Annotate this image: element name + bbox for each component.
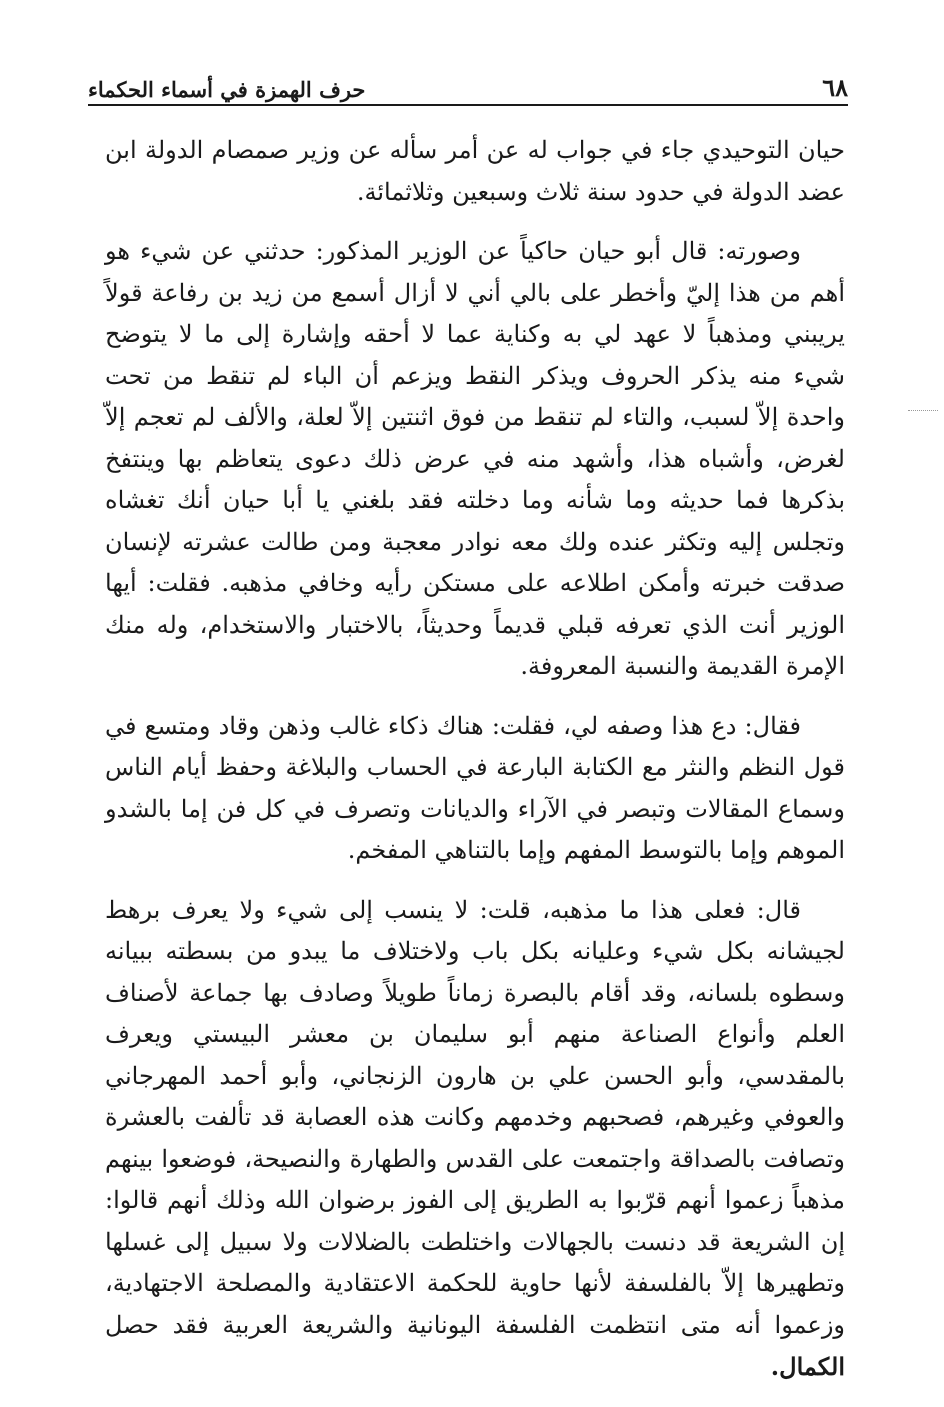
paragraph-3: فقال: دع هذا وصفه لي، فقلت: هناك ذكاء غالب وذهن وقاد ومتسع في قول النظم والنثر مع الكتابة البارعة في الحساب والبلاغة وحفظ أيام الناس وسماع المقالات وتبصر في الآراء والديانات وتصرف في كل فن إما بالشدو الموهم وإما بالتوسط المفهم وإما بالتناهي المفخم. <box>105 711 845 864</box>
running-header <box>88 62 848 106</box>
paragraph-1: حيان التوحيدي جاء في جواب له عن أمر سأله عن وزير صمصام الدولة ابن عضد الدولة في حدود سنة ثلاث وسبعين وثلاثمائة. <box>105 136 845 206</box>
paragraph-4 <box>105 890 845 1389</box>
paragraph-2: وصورته: قال أبو حيان حاكياً عن الوزير المذكور: حدثني عن شيء هو أهم من هذا إليّ وأخطر على بالي أني لا أزال أسمع من زيد بن رفاعة قولاً يريبني ومذهباً لا عهد لي به وكناية عما لا أحقه وإشارة إلى ما لا يتوضح شيء منه يذكر الحروف ويذكر النقط ويزعم أن الباء لم تنقط من تحت واحدة إلاّ لسبب، والتاء لم تنقط من فوق اثنتين إلاّ لعلة، والألف لم تعجم إلاّ لغرض، وأشباه هذا، وأشهد منه في عرض ذلك دعوى يتعاظم بها وينتفخ بذكرها فما حديثه وما شأنه وما دخلته فقد بلغني يا أبا حيان أنك تغشاه وتجلس إليه وتكثر عنده ولك معه نوادر معجبة ومن طالت عشرته لإنسان صدقت خبرته وأمكن اطلاعه على مستكن رأيه وخافي مذهبه. فقلت: أيها الوزير أنت الذي تعرفه قبلي قديماً وحديثاً، بالاختبار والاستخدام، وله منك الإمرة القديمة والنسبة المعروفة. <box>105 237 845 680</box>
body-text <box>105 130 845 1407</box>
margin-mark <box>908 410 938 413</box>
final-bold-word: الكمال. <box>770 1352 845 1381</box>
chapter-title: حرف الهمزة في أسماء الحكماء <box>88 77 366 102</box>
page-number: ٦٨ <box>822 73 848 102</box>
paragraph-4-text: قال: فعلى هذا ما مذهبه، قلت: لا ينسب إلى شيء ولا يعرف برهط لجيشانه بكل شيء وعليانه بكل باب ولاختلاف ما يبدو من بسطته ببيانه وسطوه بلسانه، وقد أقام بالبصرة زماناً طويلاً وصادف بها جماعة لأصناف العلم وأنواع الصناعة منهم أبو سليمان بن معشر البيستي ويعرف بالمقدسي، وأبو الحسن علي بن هارون الزنجاني، وأبو أحمد المهرجاني والعوفي وغيرهم، فصحبهم وخدمهم وكانت هذه العصابة قد تألفت بالعشرة وتصافت بالصداقة واجتمعت على القدس والطهارة والنصيحة، فوضعوا بينهم مذهباً زعموا أنهم قرّبوا به الطريق إلى الفوز برضوان الله وذلك أنهم قالوا: إن الشريعة قد دنست بالجهالات واختلطت بالضلالات ولا سبيل إلى غسلها وتطهيرها إلاّ بالفلسفة لأنها حاوية للحكمة الاعتقادية والمصلحة الاجتهادية، وزعموا أنه متى انتظمت الفلسفة اليونانية والشريعة العربية فقد حصل <box>105 895 846 1339</box>
